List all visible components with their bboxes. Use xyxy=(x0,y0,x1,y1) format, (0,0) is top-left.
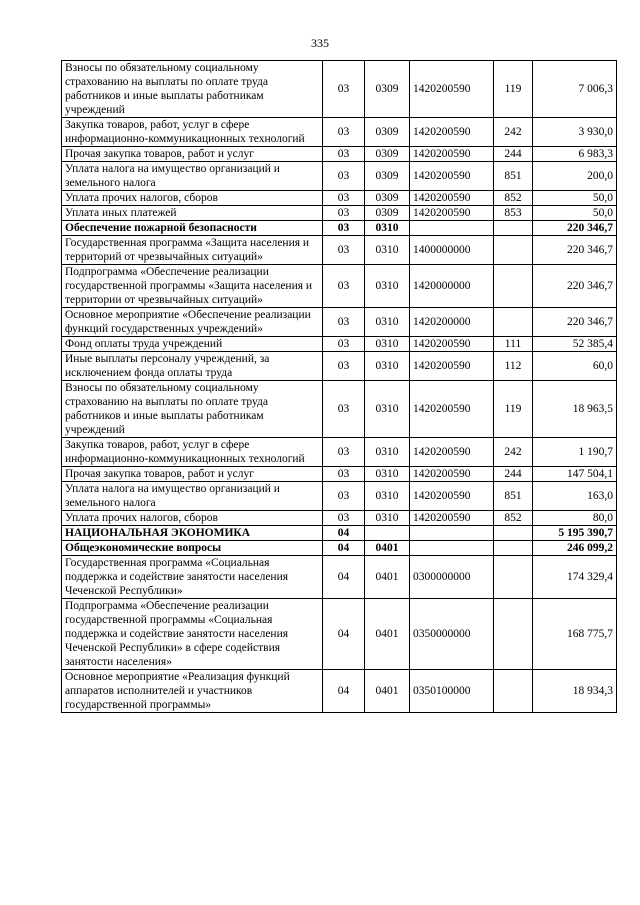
row-subsection-code: 0401 xyxy=(365,670,410,713)
row-subsection-code: 0310 xyxy=(365,352,410,381)
row-subsection-code: 0309 xyxy=(365,147,410,162)
row-target-article: 0300000000 xyxy=(410,556,494,599)
row-name: Взносы по обязательному социальному страхованию на выплаты по оплате труда работников и иные выплаты работникам учреждений xyxy=(62,381,323,438)
table-row xyxy=(62,265,617,308)
row-amount: 3 930,0 xyxy=(533,118,617,147)
row-section-code: 04 xyxy=(323,670,365,713)
row-section-code: 03 xyxy=(323,467,365,482)
row-section-code: 03 xyxy=(323,438,365,467)
row-subsection-code: 0401 xyxy=(365,541,410,556)
table-row xyxy=(62,236,617,265)
row-amount: 220 346,7 xyxy=(533,221,617,236)
row-name: Обеспечение пожарной безопасности xyxy=(62,221,323,236)
row-expense-type: 119 xyxy=(494,61,533,118)
row-target-article: 1420200590 xyxy=(410,381,494,438)
row-name: Общеэкономические вопросы xyxy=(62,541,323,556)
row-name: Уплата прочих налогов, сборов xyxy=(62,191,323,206)
row-amount: 200,0 xyxy=(533,162,617,191)
row-target-article: 1420200590 xyxy=(410,147,494,162)
row-target-article: 1420200590 xyxy=(410,206,494,221)
row-subsection-code: 0401 xyxy=(365,556,410,599)
row-target-article: 1420200590 xyxy=(410,61,494,118)
table-row xyxy=(62,381,617,438)
row-section-code: 03 xyxy=(323,61,365,118)
row-expense-type: 852 xyxy=(494,191,533,206)
row-amount: 1 190,7 xyxy=(533,438,617,467)
row-section-code: 03 xyxy=(323,511,365,526)
row-expense-type xyxy=(494,221,533,236)
row-name: НАЦИОНАЛЬНАЯ ЭКОНОМИКА xyxy=(62,526,323,541)
row-section-code: 03 xyxy=(323,482,365,511)
row-expense-type xyxy=(494,670,533,713)
row-name: Государственная программа «Защита населения и территорий от чрезвычайных ситуаций» xyxy=(62,236,323,265)
row-target-article: 1420200590 xyxy=(410,118,494,147)
row-name: Взносы по обязательному социальному страхованию на выплаты по оплате труда работников и иные выплаты работникам учреждений xyxy=(62,61,323,118)
row-target-article: 1420200590 xyxy=(410,438,494,467)
row-target-article xyxy=(410,221,494,236)
table-row xyxy=(62,308,617,337)
row-amount: 50,0 xyxy=(533,191,617,206)
table-row xyxy=(62,61,617,118)
row-name: Уплата иных платежей xyxy=(62,206,323,221)
row-subsection-code: 0309 xyxy=(365,118,410,147)
row-amount: 6 983,3 xyxy=(533,147,617,162)
row-section-code: 03 xyxy=(323,147,365,162)
row-section-code: 04 xyxy=(323,541,365,556)
row-section-code: 03 xyxy=(323,162,365,191)
row-section-code: 03 xyxy=(323,206,365,221)
row-name: Уплата налога на имущество организаций и земельного налога xyxy=(62,162,323,191)
row-section-code: 03 xyxy=(323,191,365,206)
table-row xyxy=(62,221,617,236)
row-name: Прочая закупка товаров, работ и услуг xyxy=(62,467,323,482)
row-name: Иные выплаты персоналу учреждений, за исключением фонда оплаты труда xyxy=(62,352,323,381)
row-expense-type xyxy=(494,308,533,337)
row-target-article: 1420200590 xyxy=(410,352,494,381)
row-target-article: 1420000000 xyxy=(410,265,494,308)
row-section-code: 03 xyxy=(323,308,365,337)
row-section-code: 03 xyxy=(323,265,365,308)
row-amount: 50,0 xyxy=(533,206,617,221)
row-expense-type: 851 xyxy=(494,482,533,511)
row-amount: 246 099,2 xyxy=(533,541,617,556)
row-section-code: 03 xyxy=(323,381,365,438)
row-subsection-code: 0309 xyxy=(365,61,410,118)
row-name: Основное мероприятие «Обеспечение реализации функций государственных учреждений» xyxy=(62,308,323,337)
row-amount: 147 504,1 xyxy=(533,467,617,482)
table-row xyxy=(62,337,617,352)
row-target-article xyxy=(410,541,494,556)
table-row xyxy=(62,191,617,206)
table-row xyxy=(62,206,617,221)
table-row xyxy=(62,147,617,162)
row-name: Основное мероприятие «Реализация функций аппаратов исполнителей и участников государственной программы» xyxy=(62,670,323,713)
row-name: Подпрограмма «Обеспечение реализации государственной программы «Социальная поддержка и содействие занятости населения Чеченской Республики» в сфере содействия занятости населения» xyxy=(62,599,323,670)
row-target-article: 1420200590 xyxy=(410,162,494,191)
row-amount: 5 195 390,7 xyxy=(533,526,617,541)
row-amount: 220 346,7 xyxy=(533,308,617,337)
table-row xyxy=(62,526,617,541)
row-subsection-code: 0401 xyxy=(365,599,410,670)
row-subsection-code: 0310 xyxy=(365,236,410,265)
row-target-article: 1420200590 xyxy=(410,511,494,526)
row-amount: 220 346,7 xyxy=(533,236,617,265)
page-number: 335 xyxy=(311,36,329,50)
row-expense-type: 242 xyxy=(494,438,533,467)
row-subsection-code xyxy=(365,526,410,541)
table-row xyxy=(62,352,617,381)
row-amount: 60,0 xyxy=(533,352,617,381)
row-subsection-code: 0310 xyxy=(365,337,410,352)
row-expense-type: 112 xyxy=(494,352,533,381)
row-expense-type xyxy=(494,236,533,265)
row-name: Подпрограмма «Обеспечение реализации государственной программы «Защита населения и территории от чрезвычайных ситуаций» xyxy=(62,265,323,308)
row-amount: 52 385,4 xyxy=(533,337,617,352)
row-target-article: 1420200590 xyxy=(410,482,494,511)
row-subsection-code: 0310 xyxy=(365,265,410,308)
row-section-code: 04 xyxy=(323,526,365,541)
row-expense-type xyxy=(494,541,533,556)
budget-table-body xyxy=(62,61,617,713)
row-name: Закупка товаров, работ, услуг в сфере информационно-коммуникационных технологий xyxy=(62,118,323,147)
row-amount: 80,0 xyxy=(533,511,617,526)
row-target-article: 0350100000 xyxy=(410,670,494,713)
row-section-code: 03 xyxy=(323,337,365,352)
row-subsection-code: 0309 xyxy=(365,206,410,221)
row-subsection-code: 0310 xyxy=(365,438,410,467)
row-target-article: 0350000000 xyxy=(410,599,494,670)
row-amount: 18 934,3 xyxy=(533,670,617,713)
table-row xyxy=(62,162,617,191)
row-target-article xyxy=(410,526,494,541)
row-amount: 163,0 xyxy=(533,482,617,511)
table-row xyxy=(62,467,617,482)
table-row xyxy=(62,118,617,147)
row-amount: 7 006,3 xyxy=(533,61,617,118)
row-target-article: 1400000000 xyxy=(410,236,494,265)
row-amount: 220 346,7 xyxy=(533,265,617,308)
row-amount: 168 775,7 xyxy=(533,599,617,670)
row-expense-type xyxy=(494,265,533,308)
row-section-code: 03 xyxy=(323,221,365,236)
row-expense-type: 852 xyxy=(494,511,533,526)
row-target-article: 1420200590 xyxy=(410,191,494,206)
row-subsection-code: 0310 xyxy=(365,381,410,438)
row-subsection-code: 0310 xyxy=(365,308,410,337)
table-row xyxy=(62,511,617,526)
table-row xyxy=(62,599,617,670)
table-row xyxy=(62,556,617,599)
row-expense-type xyxy=(494,556,533,599)
row-section-code: 03 xyxy=(323,352,365,381)
row-section-code: 03 xyxy=(323,118,365,147)
row-section-code: 04 xyxy=(323,556,365,599)
row-expense-type xyxy=(494,526,533,541)
row-name: Прочая закупка товаров, работ и услуг xyxy=(62,147,323,162)
row-name: Закупка товаров, работ, услуг в сфере информационно-коммуникационных технологий xyxy=(62,438,323,467)
row-name: Уплата налога на имущество организаций и земельного налога xyxy=(62,482,323,511)
row-amount: 174 329,4 xyxy=(533,556,617,599)
row-expense-type: 853 xyxy=(494,206,533,221)
row-section-code: 03 xyxy=(323,236,365,265)
row-name: Государственная программа «Социальная поддержка и содействие занятости населения Чеченской Республики» xyxy=(62,556,323,599)
row-expense-type: 242 xyxy=(494,118,533,147)
table-row xyxy=(62,541,617,556)
row-section-code: 04 xyxy=(323,599,365,670)
row-expense-type xyxy=(494,599,533,670)
row-subsection-code: 0310 xyxy=(365,221,410,236)
row-expense-type: 119 xyxy=(494,381,533,438)
row-name: Уплата прочих налогов, сборов xyxy=(62,511,323,526)
row-expense-type: 244 xyxy=(494,467,533,482)
row-subsection-code: 0309 xyxy=(365,162,410,191)
budget-table xyxy=(61,60,617,713)
row-subsection-code: 0310 xyxy=(365,482,410,511)
row-subsection-code: 0310 xyxy=(365,511,410,526)
row-subsection-code: 0309 xyxy=(365,191,410,206)
row-target-article: 1420200590 xyxy=(410,337,494,352)
row-target-article: 1420200000 xyxy=(410,308,494,337)
row-amount: 18 963,5 xyxy=(533,381,617,438)
table-row xyxy=(62,670,617,713)
row-expense-type: 111 xyxy=(494,337,533,352)
row-expense-type: 244 xyxy=(494,147,533,162)
table-row xyxy=(62,438,617,467)
row-target-article: 1420200590 xyxy=(410,467,494,482)
row-expense-type: 851 xyxy=(494,162,533,191)
table-row xyxy=(62,482,617,511)
row-subsection-code: 0310 xyxy=(365,467,410,482)
row-name: Фонд оплаты труда учреждений xyxy=(62,337,323,352)
